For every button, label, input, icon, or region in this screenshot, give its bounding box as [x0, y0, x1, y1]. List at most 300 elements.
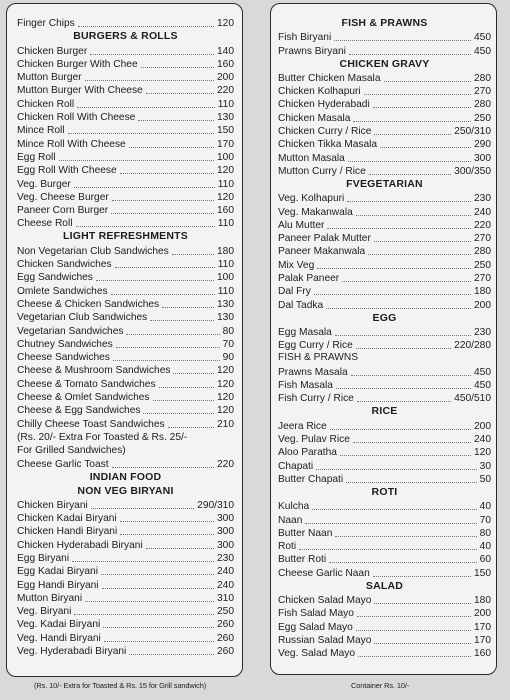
- menu-item-price: 240: [474, 206, 491, 218]
- menu-item-price: 110: [217, 285, 234, 297]
- menu-item-name: Veg. Biryani: [17, 606, 72, 618]
- menu-item-name: Chicken Masala: [278, 112, 351, 124]
- menu-item-chicken-roll-with-cheese: [17, 111, 234, 124]
- dot-leader: [173, 373, 214, 374]
- menu-item-price: 240: [217, 579, 234, 591]
- menu-item-mutton-masala: [278, 151, 491, 164]
- dot-leader: [162, 307, 214, 308]
- menu-item-name: Cheese Garlic Toast: [17, 458, 109, 470]
- menu-item-cheese-and-tomato-sandwiches: [17, 377, 234, 390]
- dot-leader: [112, 200, 214, 201]
- menu-item-chicken-sandwiches: [17, 258, 234, 271]
- menu-item-price: 70: [479, 514, 491, 526]
- menu-item-price: 120: [217, 18, 234, 30]
- menu-item-price: 120: [474, 447, 491, 459]
- section-heading-non-veg-biryani: NON VEG BIRYANI: [77, 484, 174, 497]
- menu-item-price: 200: [474, 299, 491, 311]
- menu-item-price: 280: [474, 72, 491, 84]
- menu-item-name: Fish Salad Mayo: [278, 608, 354, 620]
- dot-leader: [74, 614, 214, 615]
- dot-leader: [90, 54, 214, 55]
- menu-left-panel: [6, 3, 243, 677]
- menu-item-veg-handi-biryani: [17, 631, 234, 644]
- menu-item-egg-salad-mayo: [278, 620, 491, 633]
- menu-item-price: 160: [474, 648, 491, 660]
- menu-item-name: Egg Salad Mayo: [278, 621, 353, 633]
- menu-item-name: Mince Roll With Cheese: [17, 138, 126, 150]
- menu-item-name: Veg. Cheese Burger: [17, 191, 109, 203]
- menu-item-name: Butter Roti: [278, 554, 327, 566]
- menu-item-name: Omlete Sandwiches: [17, 285, 108, 297]
- menu-item-price: 180: [217, 245, 234, 257]
- dot-leader: [316, 469, 477, 470]
- menu-item-fish-salad-mayo: [278, 607, 491, 620]
- menu-item-name: Prawns Masala: [278, 366, 348, 378]
- dot-leader: [159, 387, 214, 388]
- dot-leader: [299, 549, 477, 550]
- menu-item-naan: [278, 513, 491, 526]
- menu-item-price: 60: [479, 554, 491, 566]
- menu-item-roti: [278, 540, 491, 553]
- menu-item-name: Russian Salad Mayo: [278, 634, 372, 646]
- dot-leader: [101, 574, 214, 575]
- menu-item-name: Egg Kadai Biryani: [17, 566, 98, 578]
- dot-leader: [342, 281, 471, 282]
- menu-item-cheese-garlic-naan: [278, 566, 491, 579]
- menu-item-mutton-burger-with-cheese: [17, 84, 234, 97]
- menu-item-price: 150: [474, 567, 491, 579]
- menu-item-price: 300/350: [454, 165, 491, 177]
- menu-item-name: Egg Curry / Rice: [278, 340, 353, 352]
- dot-leader: [116, 347, 220, 348]
- menu-item-name: Cheese Sandwiches: [17, 352, 110, 364]
- menu-item-russian-salad-mayo: [278, 634, 491, 647]
- menu-item-chicken-tikka-masala: [278, 138, 491, 151]
- dot-leader: [111, 213, 214, 214]
- menu-item-name: Paneer Palak Mutter: [278, 233, 371, 245]
- menu-item-veg-kadai-biryani: [17, 618, 234, 631]
- dot-leader: [327, 228, 471, 229]
- menu-item-price: 220/280: [454, 340, 491, 352]
- menu-item-name: Egg Biryani: [17, 552, 70, 564]
- menu-item-price: 270: [474, 233, 491, 245]
- menu-item-price: 170: [474, 621, 491, 633]
- menu-item-dal-fry: [278, 285, 491, 298]
- menu-item-name: Chicken Curry / Rice: [278, 126, 372, 138]
- menu-item-vegetarian-sandwiches: [17, 324, 234, 337]
- menu-item-price: 80: [479, 527, 491, 539]
- menu-item-price: 200: [217, 72, 234, 84]
- dot-leader: [113, 360, 220, 361]
- section-heading-light-refreshments: LIGHT REFRESHMENTS: [63, 230, 188, 243]
- menu-item-price: 160: [217, 58, 234, 70]
- menu-item-name: Kulcha: [278, 501, 310, 513]
- dot-leader: [348, 161, 471, 162]
- menu-item-price: 120: [217, 191, 234, 203]
- menu-item-egg-curry-rice: [278, 339, 491, 352]
- menu-item-veg-biryani: [17, 605, 234, 618]
- menu-item-paneer-palak-mutter: [278, 232, 491, 245]
- dot-leader: [317, 268, 471, 269]
- dot-leader: [129, 147, 214, 148]
- menu-item-chicken-kolhapuri: [278, 85, 491, 98]
- menu-item-butter-chapati: [278, 473, 491, 486]
- menu-item-price: 120: [217, 378, 234, 390]
- section-heading-rice: RICE: [371, 405, 398, 418]
- menu-right-panel: [270, 3, 497, 675]
- menu-item-name: Cheese & Egg Sandwiches: [17, 405, 141, 417]
- dot-leader: [126, 334, 219, 335]
- menu-item-fish-masala: [278, 379, 491, 392]
- menu-item-veg-kolhapuri: [278, 192, 491, 205]
- menu-item-name: Cheese Roll: [17, 218, 73, 230]
- menu-item-dal-tadka: [278, 298, 491, 311]
- menu-item-mutton-biryani: [17, 592, 234, 605]
- menu-item-name: Mutton Biryani: [17, 592, 83, 604]
- menu-item-paneer-corn-burger: [17, 204, 234, 217]
- menu-item-egg-handi-biryani: [17, 578, 234, 591]
- dot-leader: [68, 133, 214, 134]
- dot-leader: [120, 173, 214, 174]
- menu-item-name: Dal Fry: [278, 286, 311, 298]
- menu-item-egg-roll: [17, 151, 234, 164]
- menu-item-finger-chips: [17, 17, 234, 30]
- dot-leader: [150, 320, 214, 321]
- dot-leader: [120, 534, 214, 535]
- menu-item-name: Egg Handi Biryani: [17, 579, 99, 591]
- menu-item-price: 170: [217, 138, 234, 150]
- menu-item-price: 250: [474, 259, 491, 271]
- menu-item-price: 450/510: [454, 393, 491, 405]
- menu-item-price: 160: [217, 205, 234, 217]
- menu-item-veg-hyderabadi-biryani: [17, 645, 234, 658]
- dot-leader: [384, 81, 472, 82]
- menu-item-price: 150: [217, 125, 234, 137]
- dot-leader: [146, 548, 214, 549]
- dot-leader: [326, 308, 471, 309]
- dot-leader: [364, 94, 471, 95]
- menu-item-price: 110: [217, 178, 234, 190]
- menu-item-name: Veg. Makanwala: [278, 206, 353, 218]
- menu-item-chilly-cheese-toast-sandwiches: [17, 417, 234, 430]
- menu-item-price: 450: [474, 366, 491, 378]
- menu-item-egg-roll-with-cheese: [17, 164, 234, 177]
- menu-item-price: 230: [217, 552, 234, 564]
- menu-item-mix-veg: [278, 258, 491, 271]
- section-heading-salad: SALAD: [365, 579, 404, 592]
- dot-leader: [103, 627, 214, 628]
- menu-item-price: 300: [217, 539, 234, 551]
- section-heading-indian-food: INDIAN FOOD: [89, 470, 162, 483]
- menu-item-price: 230: [474, 326, 491, 338]
- menu-item-name: Chicken Kadai Biryani: [17, 513, 117, 525]
- menu-item-butter-roti: [278, 553, 491, 566]
- dot-leader: [335, 335, 471, 336]
- menu-item-name: Cheese Garlic Naan: [278, 567, 370, 579]
- dot-leader: [357, 616, 471, 617]
- menu-item-name: Veg. Kadai Biryani: [17, 619, 101, 631]
- menu-item-paneer-makanwala: [278, 245, 491, 258]
- menu-item-palak-paneer: [278, 272, 491, 285]
- footer-container-charge-note: Container Rs. 10/-: [351, 681, 410, 690]
- menu-item-name: Finger Chips: [17, 18, 75, 30]
- menu-item-name: Butter Naan: [278, 527, 333, 539]
- section-heading-fvegetarian: FVEGETARIAN: [346, 177, 423, 190]
- menu-item-name: Chicken Hyderabadi Biryani: [17, 539, 143, 551]
- menu-item-name: Chicken Sandwiches: [17, 259, 112, 271]
- menu-item-chicken-burger: [17, 44, 234, 57]
- dot-leader: [72, 561, 214, 562]
- menu-item-name: Chicken Tikka Masala: [278, 139, 378, 151]
- menu-item-price: 450: [474, 45, 491, 57]
- menu-item-price: 230: [474, 193, 491, 205]
- menu-item-price: 80: [222, 325, 234, 337]
- menu-item-cheese-and-mushroom-sandwiches: [17, 364, 234, 377]
- menu-item-name: Chicken Salad Mayo: [278, 594, 372, 606]
- menu-item-name: Butter Chapati: [278, 473, 344, 485]
- menu-item-cheese-and-egg-sandwiches: [17, 404, 234, 417]
- dot-leader: [356, 630, 471, 631]
- dot-leader: [153, 400, 214, 401]
- dot-leader: [77, 107, 215, 108]
- menu-item-price: 240: [217, 566, 234, 578]
- menu-item-name: Prawns Biryani: [278, 45, 346, 57]
- dot-leader: [380, 147, 471, 148]
- dot-leader: [346, 482, 477, 483]
- menu-item-name: Egg Roll: [17, 151, 56, 163]
- dot-leader: [369, 174, 451, 175]
- menu-item-price: 70: [222, 338, 234, 350]
- section-heading-burgers-and-rolls: BURGERS & ROLLS: [73, 30, 178, 43]
- dot-leader: [138, 120, 214, 121]
- menu-item-cheese-and-omlet-sandwiches: [17, 391, 234, 404]
- menu-item-chicken-hyderabadi: [278, 98, 491, 111]
- menu-item-price: 120: [217, 365, 234, 377]
- menu-item-butter-naan: [278, 527, 491, 540]
- menu-item-name: Fish Biryani: [278, 32, 332, 44]
- menu-item-price: 200: [474, 420, 491, 432]
- dot-leader: [357, 401, 451, 402]
- menu-item-price: 90: [222, 352, 234, 364]
- menu-item-price: 260: [217, 632, 234, 644]
- menu-item-name: Mince Roll: [17, 125, 65, 137]
- dot-leader: [59, 160, 214, 161]
- menu-item-name: Veg. Burger: [17, 178, 71, 190]
- menu-item-name: Naan: [278, 514, 303, 526]
- menu-item-price: 130: [217, 112, 234, 124]
- menu-item-name: Dal Tadka: [278, 299, 324, 311]
- menu-item-name: Aloo Paratha: [278, 447, 337, 459]
- dot-leader: [335, 536, 476, 537]
- menu-item-name: Veg. Pulav Rice: [278, 434, 350, 446]
- menu-item-cheese-roll: [17, 217, 234, 230]
- menu-item-price: 300: [217, 513, 234, 525]
- menu-item-chicken-kadai-biryani: [17, 512, 234, 525]
- dot-leader: [374, 643, 471, 644]
- menu-item-mutton-curry-rice: [278, 165, 491, 178]
- menu-item-veg-burger: [17, 177, 234, 190]
- menu-item-price: 250: [474, 112, 491, 124]
- dot-leader: [172, 254, 214, 255]
- dot-leader: [330, 429, 471, 430]
- dot-leader: [111, 294, 215, 295]
- menu-item-price: 110: [217, 98, 234, 110]
- menu-item-name: Fish Masala: [278, 380, 333, 392]
- menu-item-name: Chicken Handi Biryani: [17, 526, 118, 538]
- dot-leader: [85, 601, 214, 602]
- menu-item-name: Egg Sandwiches: [17, 272, 93, 284]
- menu-item-chicken-burger-with-chee: [17, 58, 234, 71]
- menu-item-name: Chicken Roll With Cheese: [17, 112, 136, 124]
- dot-leader: [78, 26, 214, 27]
- menu-item-name: Chicken Roll: [17, 98, 75, 110]
- menu-item-name: Mutton Curry / Rice: [278, 165, 366, 177]
- dot-leader: [120, 521, 214, 522]
- dot-leader: [112, 467, 214, 468]
- menu-item-price: 50: [479, 473, 491, 485]
- menu-item-veg-pulav-rice: [278, 433, 491, 446]
- menu-item-veg-cheese-burger: [17, 191, 234, 204]
- dot-leader: [91, 508, 194, 509]
- menu-item-egg-kadai-biryani: [17, 565, 234, 578]
- sandwich-surcharge-note: (Rs. 20/- Extra For Toasted & Rs. 25/-: [17, 431, 188, 443]
- dot-leader: [141, 67, 214, 68]
- menu-item-price: 200: [474, 608, 491, 620]
- dot-leader: [351, 375, 471, 376]
- menu-item-name: Mutton Masala: [278, 152, 345, 164]
- menu-item-price: 130: [217, 312, 234, 324]
- menu-item-kulcha: [278, 500, 491, 513]
- menu-item-price: 180: [474, 286, 491, 298]
- menu-item-name: Mutton Burger With Cheese: [17, 85, 143, 97]
- menu-item-chapati: [278, 459, 491, 472]
- menu-item-cheese-and-chicken-sandwiches: [17, 298, 234, 311]
- menu-item-price: 300: [217, 526, 234, 538]
- menu-item-price: 240: [474, 434, 491, 446]
- dot-leader: [104, 641, 214, 642]
- menu-item-price: 450: [474, 32, 491, 44]
- dot-leader: [374, 603, 471, 604]
- menu-item-veg-makanwala: [278, 205, 491, 218]
- dot-leader: [329, 562, 477, 563]
- dot-leader: [129, 654, 214, 655]
- menu-item-price: 110: [217, 218, 234, 230]
- menu-item-fish-biryani: [278, 31, 491, 44]
- menu-item-name: Cheese & Mushroom Sandwiches: [17, 365, 171, 377]
- menu-item-price: 220: [474, 219, 491, 231]
- dot-leader: [374, 241, 471, 242]
- menu-item-name: Cheese & Omlet Sandwiches: [17, 392, 150, 404]
- dot-leader: [334, 40, 471, 41]
- menu-item-name: Chicken Burger: [17, 45, 88, 57]
- menu-item-chutney-sandwiches: [17, 338, 234, 351]
- menu-item-name: Paneer Corn Burger: [17, 205, 109, 217]
- menu-item-chicken-roll: [17, 97, 234, 110]
- menu-item-veg-salad-mayo: [278, 647, 491, 660]
- menu-item-name: Vegetarian Club Sandwiches: [17, 312, 148, 324]
- menu-item-price: 270: [474, 273, 491, 285]
- menu-item-cheese-sandwiches: [17, 351, 234, 364]
- menu-item-price: 450: [474, 380, 491, 392]
- menu-item-price: 310: [217, 592, 234, 604]
- menu-item-name: Alu Mutter: [278, 219, 325, 231]
- menu-item-mutton-burger: [17, 71, 234, 84]
- dot-leader: [74, 187, 215, 188]
- dot-leader: [349, 54, 471, 55]
- menu-item-name: Chicken Kolhapuri: [278, 86, 361, 98]
- menu-item-price: 100: [217, 272, 234, 284]
- dot-leader: [340, 455, 471, 456]
- menu-item-name: Veg. Kolhapuri: [278, 193, 345, 205]
- footer-extra-charges-note: (Rs. 10/- Extra for Toasted & Rs. 15 for Grill sandwich): [34, 681, 207, 690]
- menu-item-chicken-masala: [278, 111, 491, 124]
- menu-item-egg-masala: [278, 326, 491, 339]
- menu-item-mince-roll-with-cheese: [17, 137, 234, 150]
- menu-item-cheese-garlic-toast: [17, 457, 234, 470]
- menu-item-price: 40: [479, 501, 491, 513]
- menu-item-chicken-biryani: [17, 499, 234, 512]
- dot-leader: [96, 280, 214, 281]
- menu-item-name: Chicken Burger With Chee: [17, 58, 138, 70]
- menu-item-name: Chapati: [278, 460, 314, 472]
- menu-item-name: Cheese & Tomato Sandwiches: [17, 378, 156, 390]
- menu-item-omlete-sandwiches: [17, 284, 234, 297]
- menu-item-price: 250: [217, 606, 234, 618]
- menu-item-name: Chicken Biryani: [17, 499, 88, 511]
- dot-leader: [373, 107, 471, 108]
- section-heading-fish-and-prawns: FISH & PRAWNS: [341, 17, 428, 29]
- menu-item-name: Chutney Sandwiches: [17, 338, 113, 350]
- dot-leader: [356, 348, 451, 349]
- menu-item-name: Egg Roll With Cheese: [17, 165, 117, 177]
- dot-leader: [368, 254, 471, 255]
- menu-item-price: 280: [474, 99, 491, 111]
- menu-item-name: Veg. Handi Biryani: [17, 632, 101, 644]
- dot-leader: [102, 588, 214, 589]
- dot-leader: [347, 201, 471, 202]
- menu-item-non-vegetarian-club-sandwiches: [17, 244, 234, 257]
- dot-leader: [373, 576, 471, 577]
- menu-item-mince-roll: [17, 124, 234, 137]
- menu-item-chicken-curry-rice: [278, 125, 491, 138]
- section-heading-egg: EGG: [372, 311, 397, 324]
- menu-item-aloo-paratha: [278, 446, 491, 459]
- menu-item-price: 260: [217, 619, 234, 631]
- dot-leader: [305, 523, 476, 524]
- menu-item-name: Mix Veg: [278, 259, 315, 271]
- menu-item-name: Roti: [278, 541, 297, 553]
- menu-item-price: 250/310: [454, 126, 491, 138]
- menu-item-price: 270: [474, 86, 491, 98]
- menu-item-price: 30: [479, 460, 491, 472]
- menu-item-price: 220: [217, 85, 234, 97]
- menu-item-name: Mutton Burger: [17, 72, 82, 84]
- menu-item-name: Egg Masala: [278, 326, 332, 338]
- menu-item-price: 260: [217, 646, 234, 658]
- dot-leader: [356, 215, 471, 216]
- menu-item-price: 130: [217, 298, 234, 310]
- menu-item-price: 120: [217, 165, 234, 177]
- menu-item-name: Veg. Hyderabadi Biryani: [17, 646, 127, 658]
- menu-item-name: Chicken Hyderabadi: [278, 99, 370, 111]
- menu-item-price: 120: [217, 405, 234, 417]
- menu-item-price: 180: [474, 594, 491, 606]
- menu-item-name: Non Vegetarian Club Sandwiches: [17, 245, 169, 257]
- menu-item-price: 300: [474, 152, 491, 164]
- menu-item-prawns-masala: [278, 366, 491, 379]
- menu-item-egg-biryani: [17, 552, 234, 565]
- menu-item-price: 220: [217, 458, 234, 470]
